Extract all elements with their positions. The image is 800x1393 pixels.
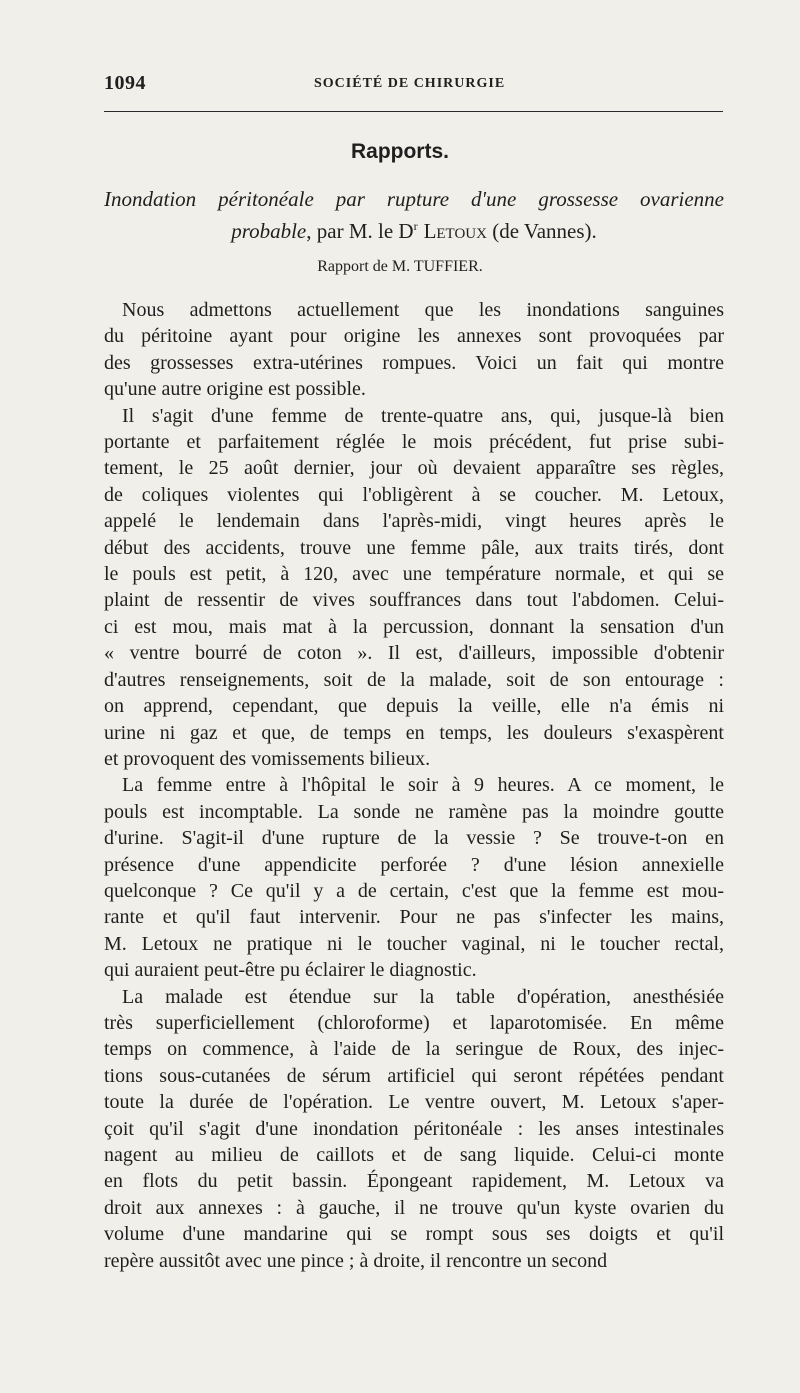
text-line: présence d'une appendicite perforée ? d'une lésion annexielle xyxy=(104,853,724,876)
text-line: « ventre bourré de coton ». Il est, d'ailleurs, impossible d'obtenir xyxy=(104,642,724,665)
text-line: droit aux annexes : à gauche, il ne trouve qu'un kyste ovarien du xyxy=(104,1196,724,1219)
article-title-italic: probable xyxy=(231,219,307,243)
article-title xyxy=(104,186,724,245)
text-line: rante et qu'il faut intervenir. Pour ne pas s'infecter les mains, xyxy=(104,906,724,929)
text-line: repère aussitôt avec une pince ; à droite, il rencontre un second xyxy=(104,1249,608,1272)
text-line: La femme entre à l'hôpital le soir à 9 heures. A ce moment, le xyxy=(122,774,724,797)
text-line: qui auraient peut-être pu éclairer le diagnostic. xyxy=(104,959,477,982)
text-line: La malade est étendue sur la table d'opération, anesthésiée xyxy=(122,985,724,1008)
text-line: très superficiellement (chloroforme) et laparotomisée. En même xyxy=(104,1011,724,1034)
text-line: temps on commence, à l'aide de la seringue de Roux, des injec- xyxy=(104,1038,724,1061)
text-line: des grossesses extra-utérines rompues. Voici un fait qui montre xyxy=(104,351,724,374)
text-line: toute la durée de l'opération. Le ventre ouvert, M. Letoux s'aper- xyxy=(104,1091,724,1114)
article-title-by: , par M. le D xyxy=(306,219,414,243)
text-line: quelconque ? Ce qu'il y a de certain, c'est que la femme est mou- xyxy=(104,879,724,902)
page-number: 1094 xyxy=(104,72,146,94)
text-line: Nous admettons actuellement que les inondations sanguines xyxy=(122,299,724,321)
page-header xyxy=(104,70,724,100)
text-line: d'autres renseignements, soit de la malade, soit de son entourage : xyxy=(104,668,724,691)
header-rule xyxy=(104,111,723,112)
rapport-line: Rapport de M. TUFFIER. xyxy=(317,258,483,275)
text-line: plaint de ressentir de vives souffrances dans tout l'abdomen. Celui- xyxy=(104,589,724,612)
section-title: Rapports. xyxy=(350,140,449,163)
text-line: et provoquent des vomissements bilieux. xyxy=(104,747,431,770)
text-line: appelé le lendemain dans l'après-midi, vingt heures après le xyxy=(104,510,724,533)
text-line: tions sous-cutanées de sérum artificiel qui seront répétées pendant xyxy=(104,1064,724,1087)
text-line: Il s'agit d'une femme de trente-quatre ans, qui, jusque-là bien xyxy=(122,404,724,427)
text-line: qu'une autre origine est possible. xyxy=(104,378,366,401)
text-line: d'urine. S'agit-il d'une rupture de la vessie ? Se trouve-t-on en xyxy=(104,827,724,850)
text-line: M. Letoux ne pratique ni le toucher vaginal, ni le toucher rectal, xyxy=(104,932,724,955)
text-line: tement, le 25 août dernier, jour où devaient apparaître ses règles, xyxy=(104,457,724,480)
author-name: Letoux xyxy=(423,219,487,243)
text-line: le pouls est petit, à 120, avec une température normale, et qui se xyxy=(104,563,724,586)
text-line: du péritoine ayant pour origine les annexes sont provoquées par xyxy=(104,325,724,348)
text-line: pouls est incomptable. La sonde ne ramène pas la moindre goutte xyxy=(104,800,724,823)
text-line: portante et parfaitement réglée le mois précédent, fut prise subi- xyxy=(104,431,724,454)
text-line: ci est mou, mais mat à la percussion, donnant la sensation d'un xyxy=(104,615,724,638)
text-line: urine ni gaz et que, de temps en temps, les douleurs s'exaspèrent xyxy=(104,721,724,744)
text-line: début des accidents, trouve une femme pâle, aux traits tirés, dont xyxy=(104,536,724,559)
doctor-superscript: r xyxy=(413,219,418,233)
running-title: SOCIÉTÉ DE CHIRURGIE xyxy=(314,76,506,91)
article-title-line2 xyxy=(104,213,724,245)
text-line: volume d'une mandarine qui se rompt sous ses doigts et qu'il xyxy=(104,1223,724,1246)
author-place: (de Vannes). xyxy=(486,219,597,243)
text-line: de coliques violentes qui l'obligèrent à se coucher. M. Letoux, xyxy=(104,483,724,506)
text-line: nagent au milieu de caillots et de sang liquide. Celui-ci monte xyxy=(104,1144,724,1166)
text-line: on apprend, cependant, que depuis la veille, elle n'a émis ni xyxy=(104,695,724,718)
text-line: en flots du petit bassin. Épongeant rapidement, M. Letoux va xyxy=(104,1170,724,1193)
text-line: çoit qu'il s'agit d'une inondation péritonéale : les anses intestinales xyxy=(104,1117,724,1140)
body-text xyxy=(104,297,724,1274)
article-title-line1: Inondation péritonéale par rupture d'une grossesse ovarienne xyxy=(104,187,724,211)
